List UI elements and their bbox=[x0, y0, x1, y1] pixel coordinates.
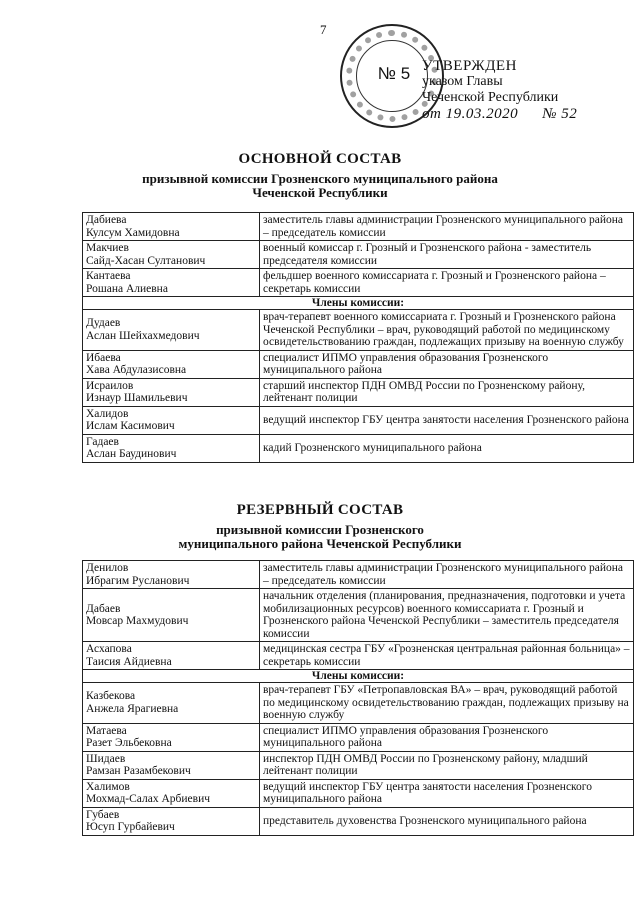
member-name: Кантаева Рошана Алиевна bbox=[83, 269, 260, 297]
main-subtitle-line1: призывной комиссии Грозненского муниципального района bbox=[142, 171, 498, 186]
approval-num-text: № 52 bbox=[542, 106, 578, 122]
member-role: начальник отделения (планирования, предназначения, подготовки и учета мобилизационных ресурсов) военного комиссариата г. Грозный и Грозненского района Чеченской Республики – заместитель председателя комиссии bbox=[260, 589, 634, 642]
member-name: Казбекова Анжела Ярагиевна bbox=[83, 683, 260, 724]
member-name: Губаев Юсуп Гурбайевич bbox=[83, 807, 260, 835]
table-row bbox=[83, 310, 634, 351]
members-separator-row bbox=[83, 670, 634, 683]
table-row bbox=[83, 406, 634, 434]
member-role: специалист ИПМО управления образования Грозненского муниципального района bbox=[260, 350, 634, 378]
table-row bbox=[83, 269, 634, 297]
member-role: представитель духовенства Грозненского муниципального района bbox=[260, 807, 634, 835]
member-role: ведущий инспектор ГБУ центра занятости населения Грозненского муниципального района bbox=[260, 779, 634, 807]
member-name: Шидаев Рамзан Разамбекович bbox=[83, 751, 260, 779]
members-label: Члены комиссии: bbox=[83, 670, 634, 683]
member-name: Халидов Ислам Касимович bbox=[83, 406, 260, 434]
table-row bbox=[83, 751, 634, 779]
member-name: Макчиев Сайд-Хасан Султанович bbox=[83, 241, 260, 269]
reserve-subtitle-line1: призывной комиссии Грозненского bbox=[216, 522, 424, 537]
approval-line3: Чеченской Республики bbox=[422, 90, 559, 105]
member-role: врач-терапевт ГБУ «Петропавловская ВА» – врач, руководящий работой по медицинскому освидетельствованию граждан, подлежащих призыву на военную службу bbox=[260, 683, 634, 724]
member-role: заместитель главы администрации Грозненского муниципального района – председатель комиссии bbox=[260, 213, 634, 241]
member-name: Халимов Мохмад-Салах Арбиевич bbox=[83, 779, 260, 807]
page-number: 7 bbox=[320, 22, 327, 37]
reserve-title: РЕЗЕРВНЫЙ СОСТАВ bbox=[236, 502, 404, 518]
main-roster-table bbox=[82, 212, 634, 463]
member-name: Исраилов Изнаур Шамильевич bbox=[83, 378, 260, 406]
member-role: медицинская сестра ГБУ «Грозненская центральная районная больница» – секретарь комиссии bbox=[260, 642, 634, 670]
member-name: Асхапова Таисия Айдиевна bbox=[83, 642, 260, 670]
member-name: Дабиева Кулсум Хамидовна bbox=[83, 213, 260, 241]
member-name: Денилов Ибрагим Русланович bbox=[83, 561, 260, 589]
member-role: кадий Грозненского муниципального района bbox=[260, 434, 634, 462]
member-role: специалист ИПМО управления образования Грозненского муниципального района bbox=[260, 723, 634, 751]
members-separator-row bbox=[83, 297, 634, 310]
table-row bbox=[83, 378, 634, 406]
table-row bbox=[83, 241, 634, 269]
member-role: военный комиссар г. Грозный и Грозненского района - заместитель председателя комиссии bbox=[260, 241, 634, 269]
table-row bbox=[83, 589, 634, 642]
reserve-subtitle-line2: муниципального района Чеченской Республики bbox=[178, 536, 462, 551]
table-row bbox=[83, 779, 634, 807]
member-role: старший инспектор ПДН ОМВД России по Грозненскому району, лейтенант полиции bbox=[260, 378, 634, 406]
table-row bbox=[83, 642, 634, 670]
member-name: Гадаев Аслан Баудинович bbox=[83, 434, 260, 462]
member-name: Ибаева Хава Абдулазисовна bbox=[83, 350, 260, 378]
member-name: Матаева Разет Эльбековна bbox=[83, 723, 260, 751]
reserve-roster-table bbox=[82, 560, 634, 836]
approval-date-text: от 19.03.2020 bbox=[422, 106, 519, 122]
table-row bbox=[83, 213, 634, 241]
table-row bbox=[83, 723, 634, 751]
table-row bbox=[83, 350, 634, 378]
member-role: врач-терапевт военного комиссариата г. Грозный и Грозненского района Чеченской Республики – врач, руководящий работой по медицинскому освидетельствованию граждан, подлежащих призыву на военную службу bbox=[260, 310, 634, 351]
table-row bbox=[83, 807, 634, 835]
table-row bbox=[83, 561, 634, 589]
member-role: заместитель главы администрации Грозненского муниципального района – председатель комиссии bbox=[260, 561, 634, 589]
member-role: фельдшер военного комиссариата г. Грозный и Грозненского района – секретарь комиссии bbox=[260, 269, 634, 297]
table-row bbox=[83, 434, 634, 462]
members-label: Члены комиссии: bbox=[83, 297, 634, 310]
member-role: ведущий инспектор ГБУ центра занятости населения Грозненского района bbox=[260, 406, 634, 434]
seal-number: № 5 bbox=[377, 64, 411, 83]
approval-date bbox=[422, 106, 577, 122]
main-title: ОСНОВНОЙ СОСТАВ bbox=[238, 151, 402, 167]
member-name: Дудаев Аслан Шейхахмедович bbox=[83, 310, 260, 351]
main-subtitle-line2: Чеченской Республики bbox=[252, 185, 388, 200]
table-row bbox=[83, 683, 634, 724]
approval-title: УТВЕРЖДЕН bbox=[422, 58, 517, 74]
member-role: инспектор ПДН ОМВД России по Грозненскому району, младший лейтенант полиции bbox=[260, 751, 634, 779]
approval-line2: указом Главы bbox=[422, 74, 503, 89]
approval-block bbox=[422, 58, 577, 122]
member-name: Дабаев Мовсар Махмудович bbox=[83, 589, 260, 642]
